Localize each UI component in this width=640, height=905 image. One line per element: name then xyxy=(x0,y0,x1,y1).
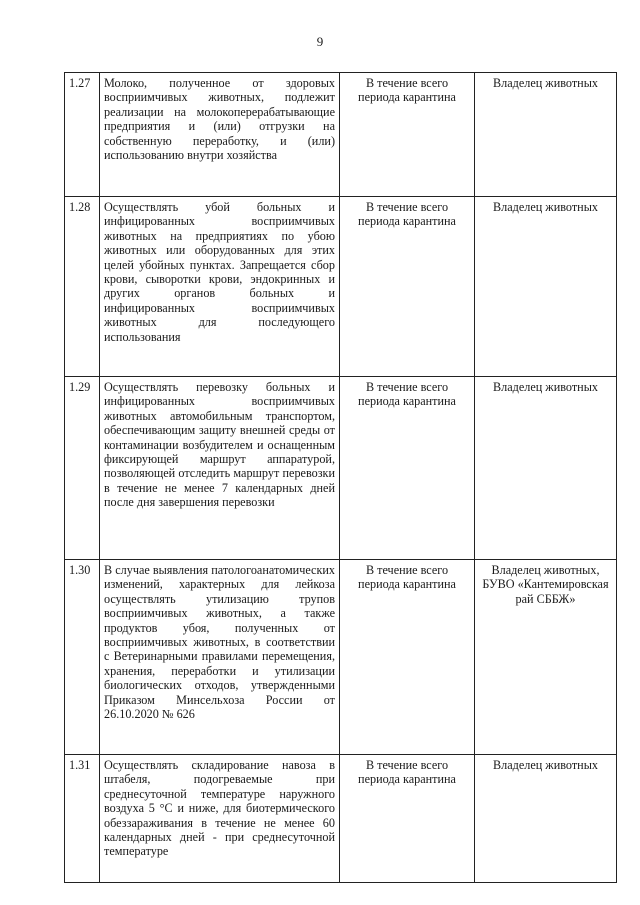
measure-text: Осуществлять убой больных и инфицированных восприимчивых животных на предприятиях по убою животных или оборудованных для этих целей убойных пунктах. Запрещается сбор крови, сыворотки крови, эндокринных и других органов больных и инфицированных восприимчивых животных для последующего использования xyxy=(100,197,340,377)
measure-term: В течение всего периода карантина xyxy=(340,755,475,883)
row-number: 1.30 xyxy=(65,560,100,755)
measure-responsible: Владелец животных xyxy=(475,755,617,883)
measure-responsible: Владелец животных xyxy=(475,197,617,377)
table-row xyxy=(65,197,617,377)
row-number: 1.31 xyxy=(65,755,100,883)
measure-text: Молоко, полученное от здоровых восприимчивых животных, подлежит реализации на молокоперерабатывающие предприятия и (или) отгрузки на собственную переработку, и (или) использованию внутри хозяйства xyxy=(100,73,340,197)
row-number: 1.29 xyxy=(65,377,100,560)
row-number: 1.28 xyxy=(65,197,100,377)
measure-term: В течение всего периода карантина xyxy=(340,377,475,560)
measure-term: В течение всего периода карантина xyxy=(340,73,475,197)
row-number: 1.27 xyxy=(65,73,100,197)
measures-table xyxy=(64,72,617,883)
table-row xyxy=(65,560,617,755)
table-row xyxy=(65,755,617,883)
measure-text: Осуществлять складирование навоза в штабеля, подогреваемые при среднесуточной температуре наружного воздуха 5 °С и ниже, для биотермического обеззараживания в течение не менее 60 календарных дней - при среднесуточной температуре xyxy=(100,755,340,883)
measure-text: В случае выявления патологоанатомических изменений, характерных для лейкоза осуществлять утилизацию трупов восприимчивых животных, а также продуктов убоя, полученных от восприимчивых животных, в соответствии с Ветеринарными правилами перемещения, хранения, переработки и утилизации биологических отходов, утвержденными Приказом Минсельхоза России от 26.10.2020 № 626 xyxy=(100,560,340,755)
measure-responsible: Владелец животных xyxy=(475,377,617,560)
page-number: 9 xyxy=(316,34,324,49)
measure-responsible: Владелец животных xyxy=(475,73,617,197)
table-row xyxy=(65,377,617,560)
measure-text: Осуществлять перевозку больных и инфицированных восприимчивых животных автомобильным транспортом, обеспечивающим защиту внешней среды от контаминации возбудителем и оснащенным фиксирующей маршрут аппаратурой, позволяющей отследить маршрут перевозки в течение не менее 7 календарных дней после дня завершения перевозки xyxy=(100,377,340,560)
table-row xyxy=(65,73,617,197)
measure-responsible: Владелец животных, БУВО «Кантемировская рай СББЖ» xyxy=(475,560,617,755)
measure-term: В течение всего периода карантина xyxy=(340,560,475,755)
measure-term: В течение всего периода карантина xyxy=(340,197,475,377)
